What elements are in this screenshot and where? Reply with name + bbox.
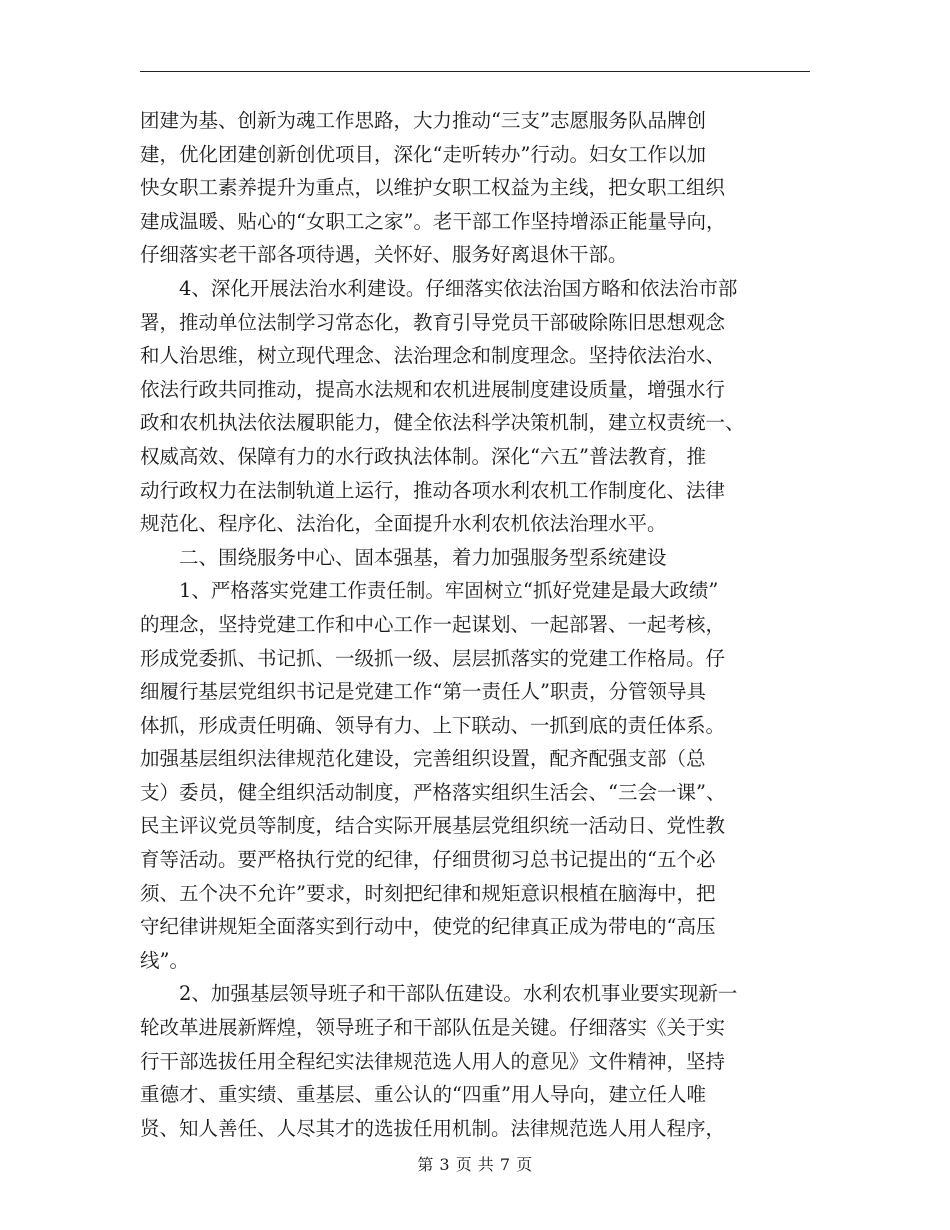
page-footer: 第 3 页 共 7 页 [417,1155,533,1174]
text-line: 轮改革进展新辉煌，领导班子和干部队伍是关键。仔细落实《关于实 [140,1016,726,1040]
text-line: 署，推动单位法制学习常态化，教育引导党员干部破除陈旧思想观念 [140,310,726,334]
body-text [140,104,810,1145]
paragraph-heading: 1、严格落实党建工作责任制。牢固树立“抓好党建是最大政绩” [179,579,719,603]
text-line: 快女职工素养提升为重点，以维护女职工权益为主线，把女职工组织 [140,176,726,200]
text-line: 守纪律讲规矩全面落实到行动中，使党的纪律真正成为带电的“高压 [140,915,716,939]
text-line: 体抓，形成责任明确、领导有力、上下联动、一抓到底的责任体系。 [140,713,726,737]
text-line: 育等活动。要严格执行党的纪律，仔细贯彻习总书记提出的“五个必 [140,848,716,872]
text-line: 民主评议党员等制度，结合实际开展基层党组织统一活动日、党性教 [140,814,726,838]
text-line: 须、五个决不允许”要求，时刻把纪律和规矩意识根植在脑海中，把 [140,881,716,905]
text-line: 建，优化团建创新创优项目，深化“走听转办”行动。妇女工作以加 [140,142,706,166]
text-line: 行干部选拔任用全程纪实法律规范选人用人的意见》文件精神，坚持 [140,1049,726,1073]
text-line: 政和农机执法依法履职能力，健全依法科学决策机制，建立权责统一、 [140,411,745,435]
text-line: 动行政权力在法制轨道上运行，推动各项水利农机工作制度化、法律 [140,478,726,502]
text-line: 权威高效、保障有力的水行政执法体制。深化“六五”普法教育，推 [140,444,706,468]
text-line: 规范化、程序化、法治化，全面提升水利农机依法治理水平。 [140,512,667,536]
text-line: 线”。 [140,948,189,972]
paragraph-heading: 2、加强基层领导班子和干部队伍建设。水利农机事业要实现新一 [179,982,738,1006]
text-line: 团建为基、创新为魂工作思路，大力推动“三支”志愿服务队品牌创 [140,109,706,132]
text-line: 贤、知人善任、人尽其才的选拔任用机制。法律规范选人用人程序， [140,1116,726,1140]
text-line: 依法行政共同推动，提高水法规和农机进展制度建设质量，增强水行 [140,377,726,401]
text-line: 建成温暖、贴心的“女职工之家”。老干部工作坚持增添正能量导向， [140,209,726,233]
text-line: 的理念，坚持党建工作和中心工作一起谋划、一起部署、一起考核， [140,612,726,636]
text-line: 加强基层组织法律规范化建设，完善组织设置，配齐配强支部（总 [140,747,706,771]
text-line: 和人治思维，树立现代理念、法治理念和制度理念。坚持依法治水、 [140,344,726,368]
paragraph-heading: 4、深化开展法治水利建设。仔细落实依法治国方略和依法治市部 [179,276,738,300]
text-line: 细履行基层党组织书记是党建工作“第一责任人”职责，分管领导具 [140,680,706,704]
text-line: 重德才、重实绩、重基层、重公认的“四重”用人导向，建立任人唯 [140,1083,706,1107]
text-line: 仔细落实老干部各项待遇，关怀好、服务好离退休干部。 [140,243,628,267]
text-line: 支）委员，健全组织活动制度，严格落实组织生活会、“三会一课”、 [140,780,726,804]
section-heading: 二、围绕服务中心、固本强基，着力加强服务型系统建设 [179,545,667,569]
text-line: 形成党委抓、书记抓、一级抓一级、层层抓落实的党建工作格局。仔 [140,646,726,670]
header-rule [140,71,810,72]
